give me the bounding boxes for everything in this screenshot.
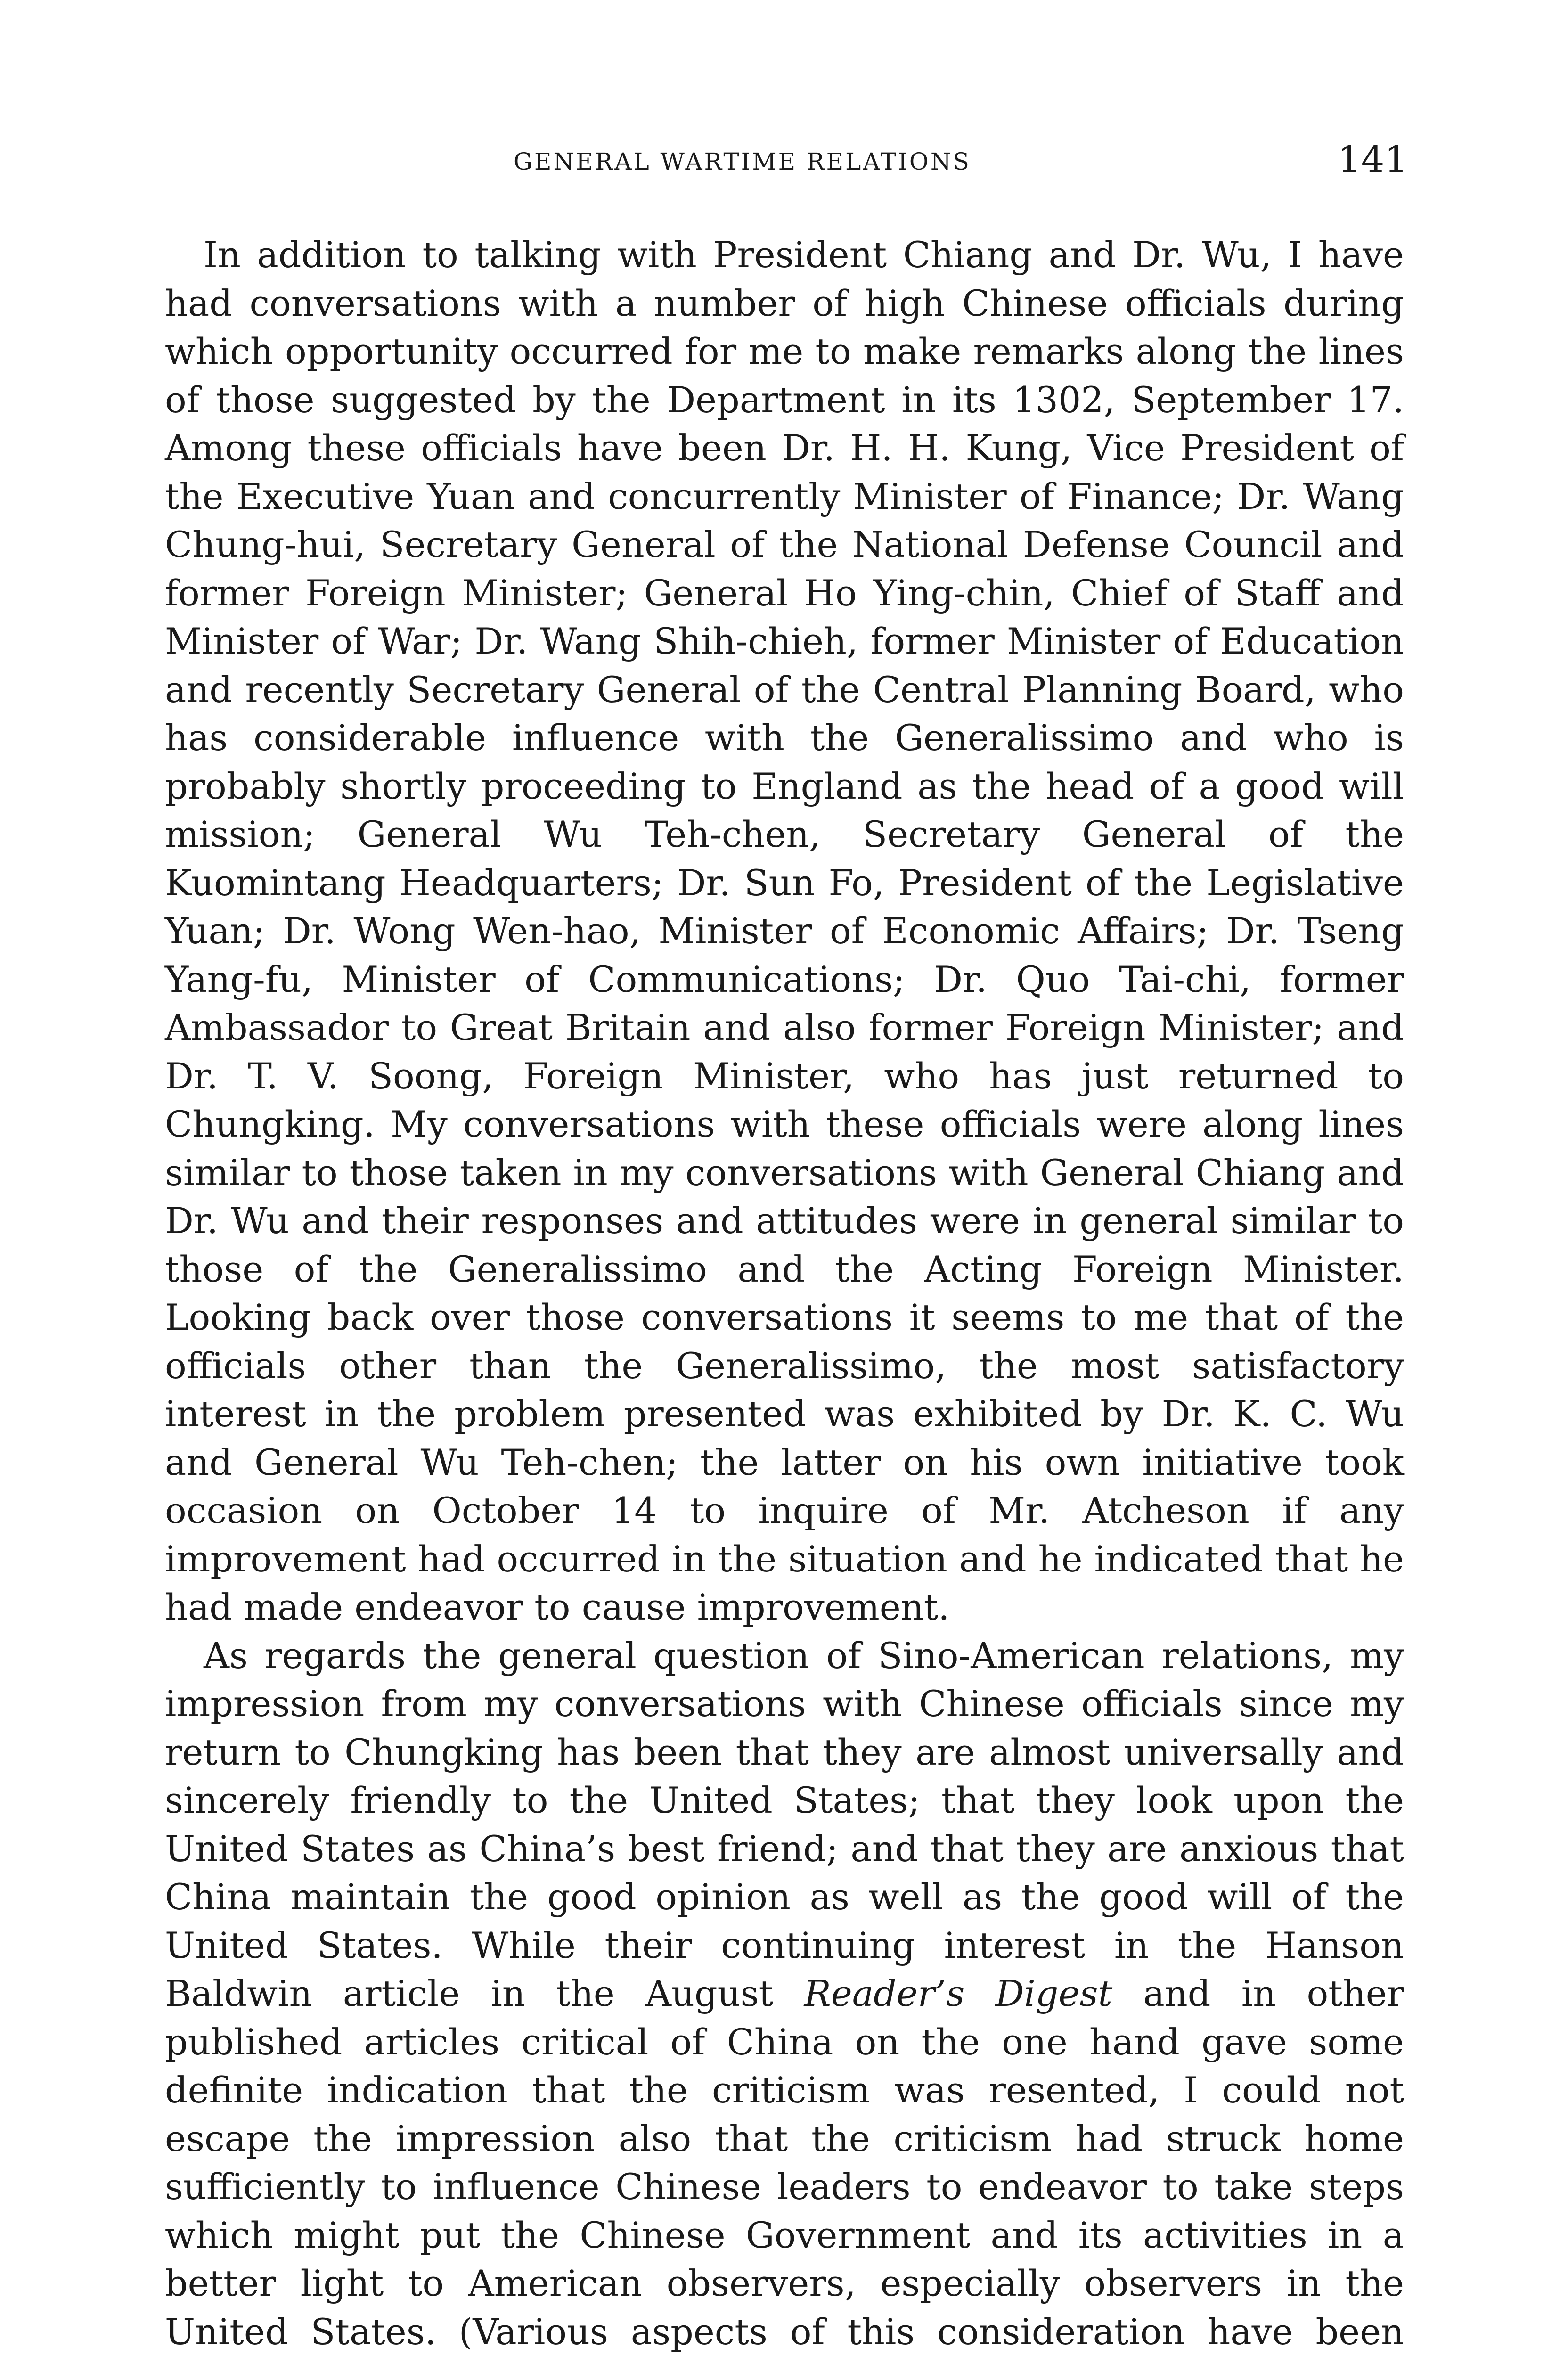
- running-head: GENERAL WARTIME RELATIONS: [514, 148, 971, 175]
- paragraph-1: In addition to talking with President Chiang and Dr. Wu, I have had conversations with a number of high Chinese officials during which opportunity occurred for me to make remarks along the lines of those suggested by the Department in its 1302, September 17. Among these officials have been Dr. H. H. Kung, Vice President of the Executive Yuan and concurrently Minister of Finance; Dr. Wang Chung-hui, Secretary General of the National Defense Council and former Foreign Minister; General Ho Ying-chin, Chief of Staff and Minister of War; Dr. Wang Shih-chieh, former Minister of Education and recently Secretary General of the Central Planning Board, who has considerable influence with the Generalissimo and who is probably shortly proceeding to England as the head of a good will mission; General Wu Teh-chen, Secretary General of the Kuomintang Headquarters; Dr. Sun Fo, President of the Legislative Yuan; Dr. Wong Wen-hao, Minister of Economic Affairs; Dr. Tseng Yang-fu, Minister of Communications; Dr. Quo Tai-chi, former Ambassador to Great Britain and also former Foreign Minister; and Dr. T. V. Soong, Foreign Minister, who has just returned to Chungking. My conversations with these officials were along lines similar to those taken in my conversations with General Chiang and Dr. Wu and their responses and attitudes were in general similar to those of the Generalissimo and the Acting Foreign Minister. Looking back over those conversations it seems to me that of the officials other than the Generalissimo, the most satisfactory interest in the problem presented was exhibited by Dr. K. C. Wu and General Wu Teh-chen; the latter on his own initiative took occasion on October 14 to inquire of Mr. Atcheson if any improvement had occurred in the situation and he indicated that he had made endeavor to cause improvement.: [165, 234, 1404, 1628]
- paragraph-2-text-end: and in other published articles critical of China on the one hand gave some definite indication that the criticism was resented, I could not escape the impression also that the criticism had struck home sufficiently to influence Chinese leaders to endeavor to take steps which might put the Chinese Government and its activities in a better light to American observers, especially observers in the United States. (Various aspects of this consideration have been: [165, 1972, 1405, 2353]
- paragraph-2: [165, 1632, 1404, 2356]
- publication-title: Reader’s Digest: [804, 1972, 1113, 2014]
- paragraph-2-text-start: As regards the general question of Sino-American relations, my impression from my conversations with Chinese officials since my return to Chungking has been that they are almost universally and sincerely friendly to the United States; that they look upon the United States as China’s best friend; and that they are anxious that China maintain the good opinion as well as the good will of the United States. While their continuing interest in the Hanson Baldwin article in the August: [165, 1634, 1404, 2014]
- page-number: 141: [1338, 139, 1408, 181]
- body-text: [165, 231, 1404, 2356]
